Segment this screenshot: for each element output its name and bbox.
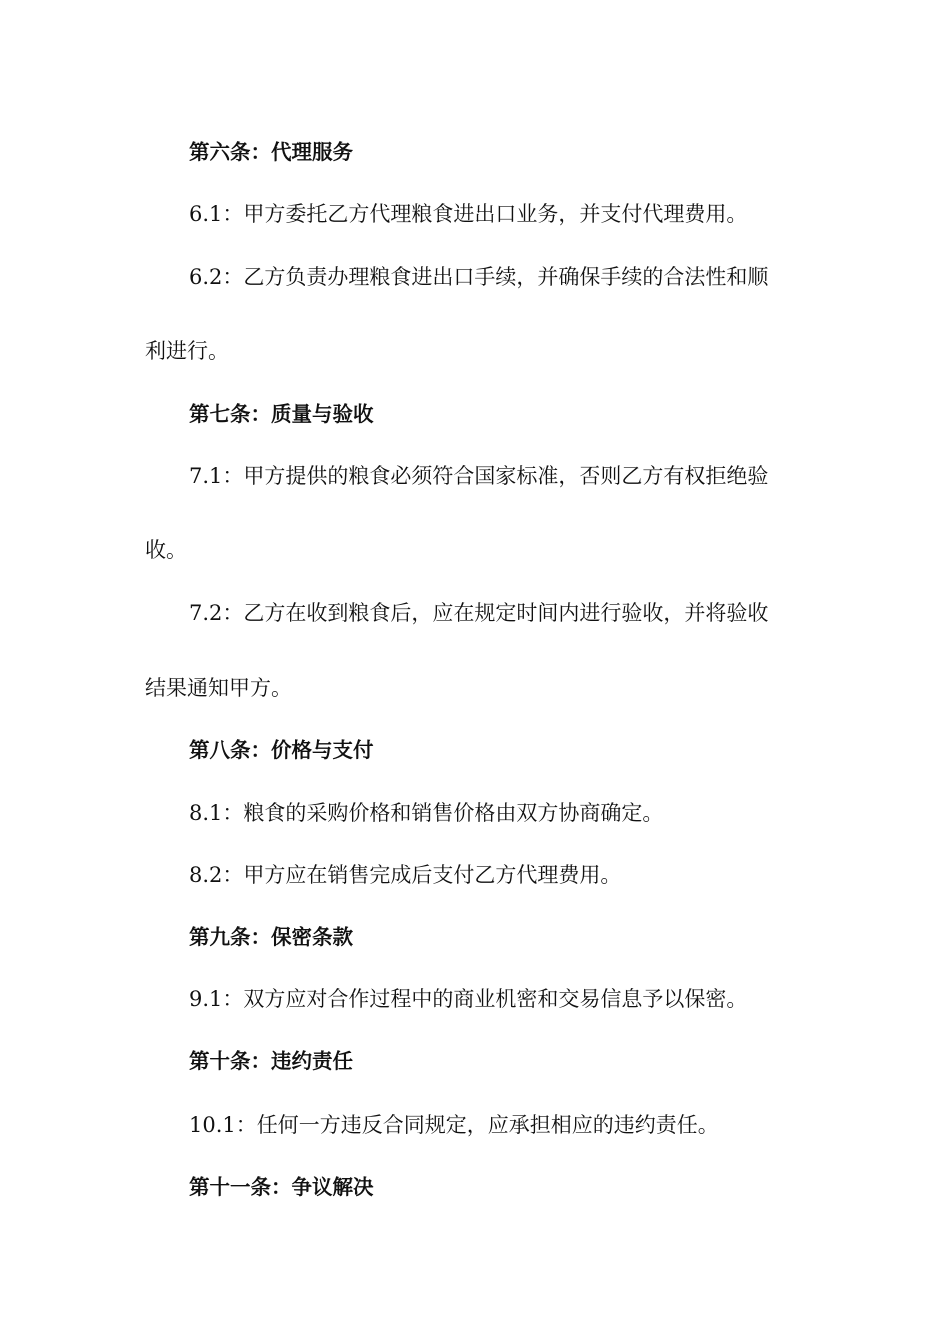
clause-text: 6.2：乙方负责办理粮食进出口手续，并确保手续的合法性和顺 — [189, 265, 769, 289]
clause-text: 7.2：乙方在收到粮食后，应在规定时间内进行验收，并将验收 — [189, 601, 769, 625]
section-heading: 第七条：质量与验收 — [189, 402, 374, 426]
section-heading: 第六条：代理服务 — [189, 140, 353, 164]
section-heading: 第十一条：争议解决 — [189, 1175, 374, 1199]
clause-text: 7.1：甲方提供的粮食必须符合国家标准，否则乙方有权拒绝验 — [189, 464, 769, 488]
clause-text: 9.1：双方应对合作过程中的商业机密和交易信息予以保密。 — [189, 987, 748, 1011]
clause-text-continued: 结果通知甲方。 — [145, 676, 292, 700]
section-heading: 第十条：违约责任 — [189, 1049, 353, 1073]
section-heading: 第八条：价格与支付 — [189, 738, 374, 762]
clause-text: 8.1：粮食的采购价格和销售价格由双方协商确定。 — [189, 801, 664, 825]
clause-text-continued: 收。 — [145, 538, 187, 562]
section-heading: 第九条：保密条款 — [189, 925, 353, 949]
clause-text: 8.2：甲方应在销售完成后支付乙方代理费用。 — [189, 863, 622, 887]
clause-text-continued: 利进行。 — [145, 339, 229, 363]
clause-text: 6.1：甲方委托乙方代理粮食进出口业务，并支付代理费用。 — [189, 202, 748, 226]
clause-text: 10.1：任何一方违反合同规定，应承担相应的违约责任。 — [189, 1113, 719, 1137]
